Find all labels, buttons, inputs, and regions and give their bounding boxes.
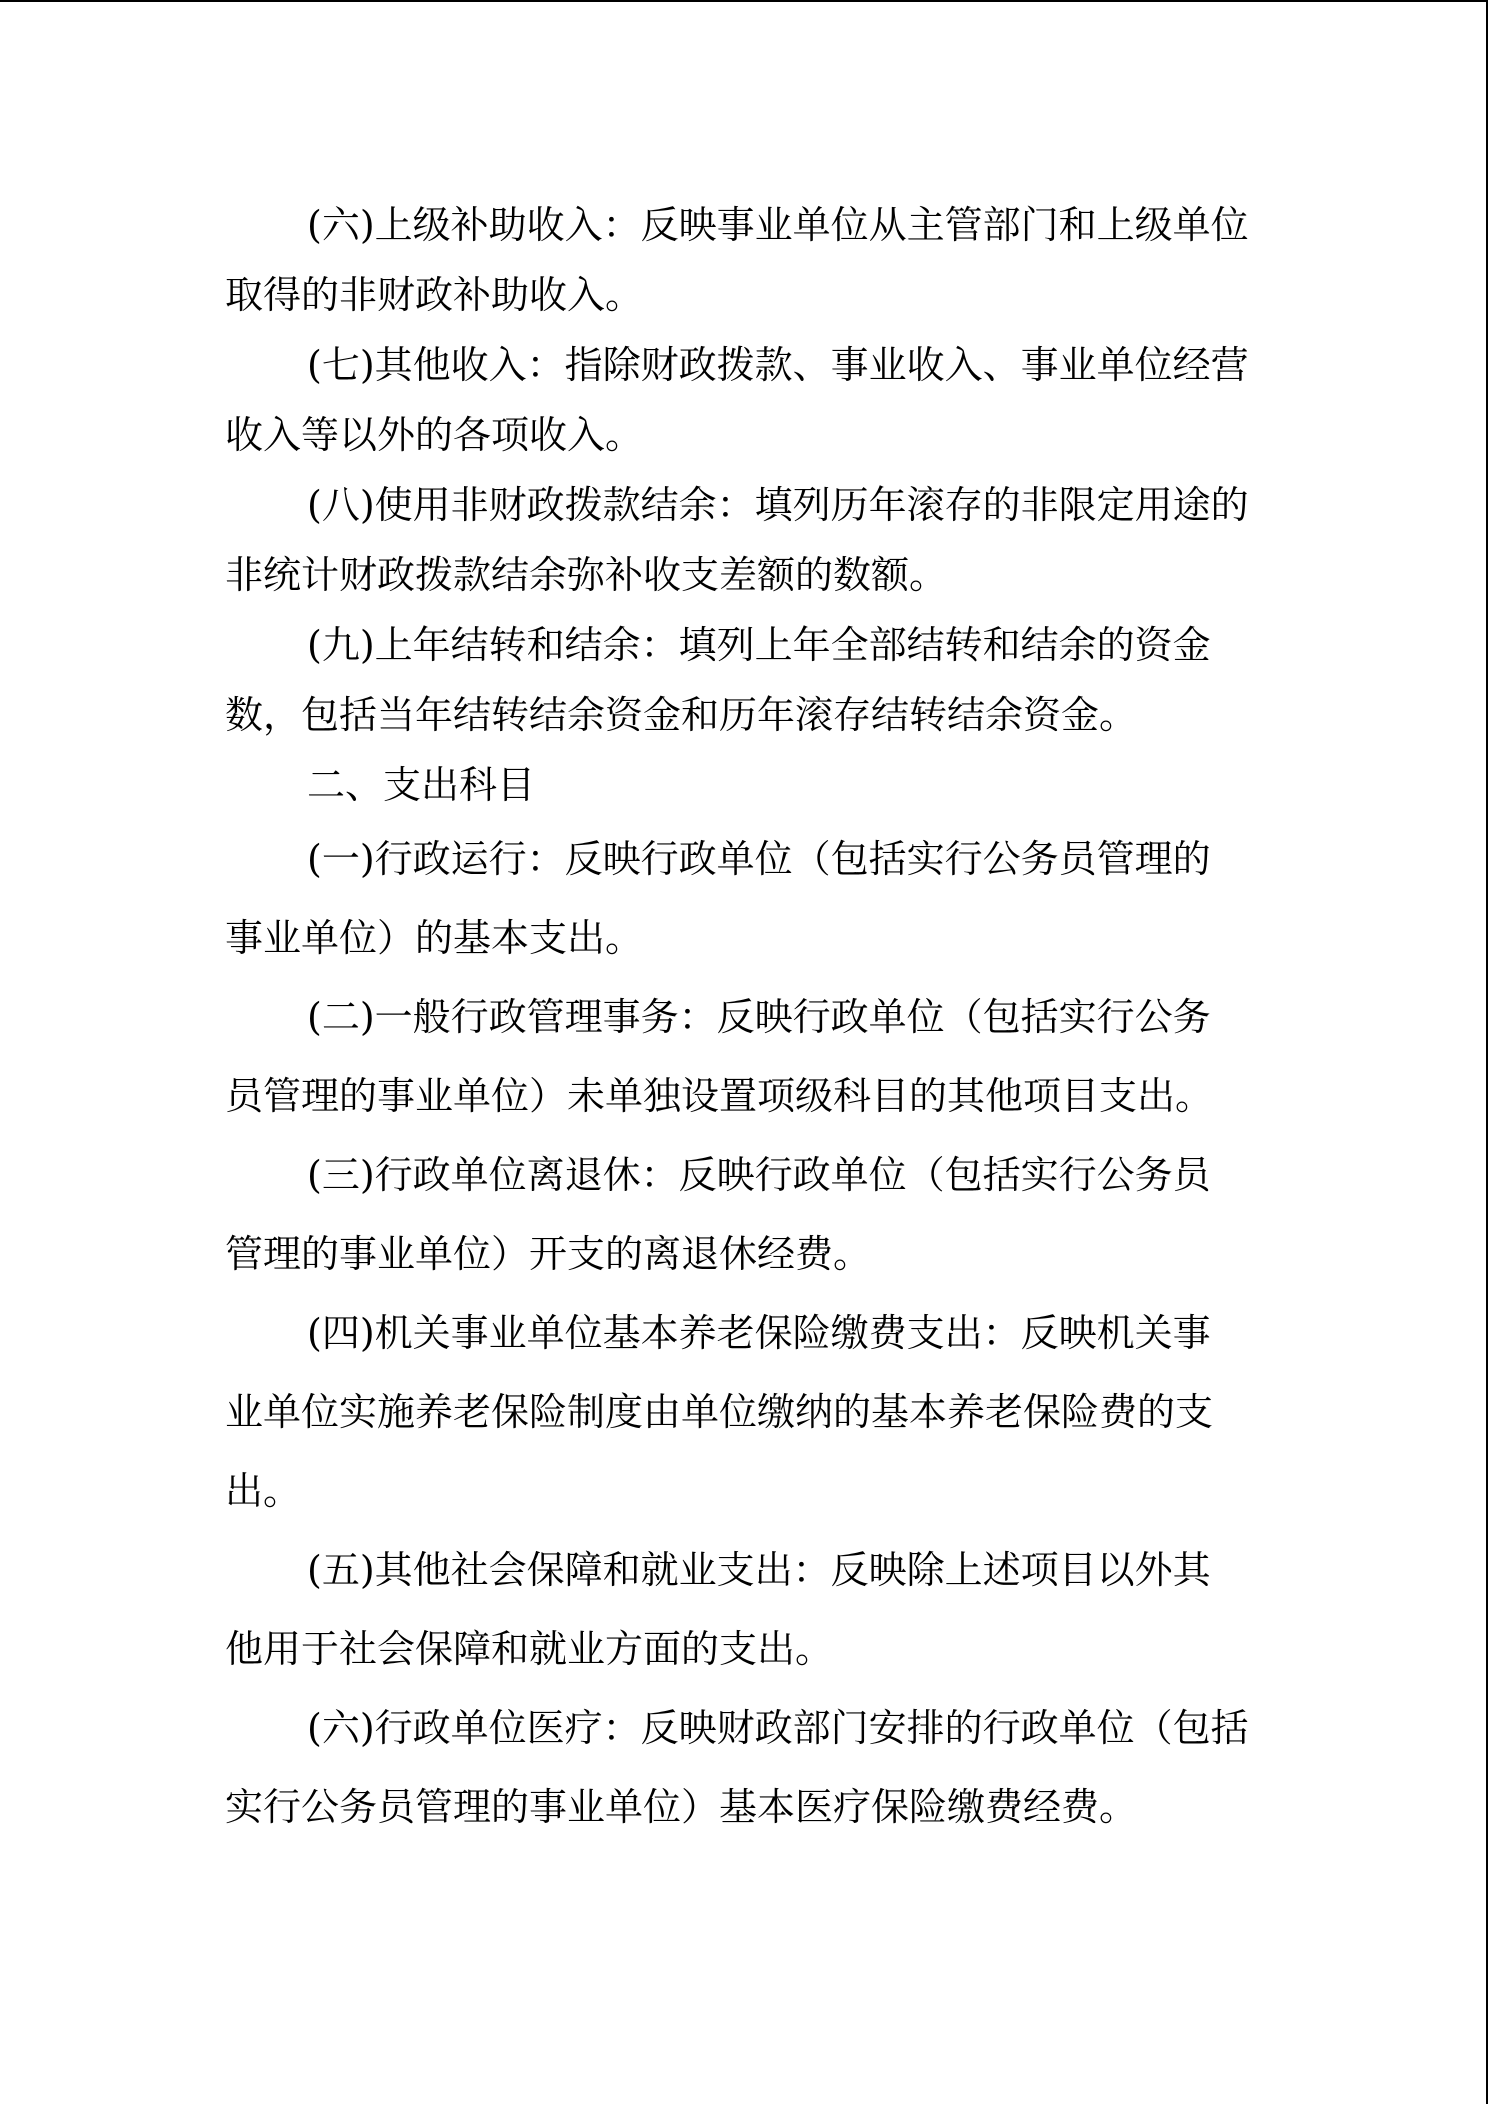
paragraph-non-fiscal-surplus: (八)使用非财政拨款结余：填列历年滚存的非限定用途的非统计财政拨款结余弥补收支差额的数额。 [225,483,1249,597]
paragraph-admin-operation: (一)行政运行：反映行政单位（包括实行公务员管理的事业单位）的基本支出。 [225,837,1211,960]
paragraph-prior-year-carryover: (九)上年结转和结余：填列上年全部结转和结余的资金数，包括当年结转结余资金和历年滚存结转结余资金。 [225,623,1211,737]
paragraph-pension-insurance: (四)机关事业单位基本养老保险缴费支出：反映机关事业单位实施养老保险制度由单位缴纳的基本养老保险费的支出。 [225,1311,1214,1513]
paragraph-general-admin-affairs: (二)一般行政管理事务：反映行政单位（包括实行公务员管理的事业单位）未单独设置项级科目的其他项目支出。 [225,995,1214,1118]
document-body [225,190,1265,1847]
paragraph-income-other: (七)其他收入：指除财政拨款、事业收入、事业单位经营收入等以外的各项收入。 [225,343,1249,457]
section-heading-expenditure: 二、支出科目 [307,763,536,807]
paragraph-admin-medical: (六)行政单位医疗：反映财政部门安排的行政单位（包括实行公务员管理的事业单位）基本医疗保险缴费经费。 [225,1706,1249,1829]
page-top-border [0,0,1488,2]
paragraph-admin-retirement: (三)行政单位离退休：反映行政单位（包括实行公务员管理的事业单位）开支的离退休经费。 [225,1153,1211,1276]
paragraph-income-superior-subsidy: (六)上级补助收入：反映事业单位从主管部门和上级单位取得的非财政补助收入。 [225,203,1249,317]
paragraph-other-social-security: (五)其他社会保障和就业支出：反映除上述项目以外其他用于社会保障和就业方面的支出。 [225,1548,1211,1671]
